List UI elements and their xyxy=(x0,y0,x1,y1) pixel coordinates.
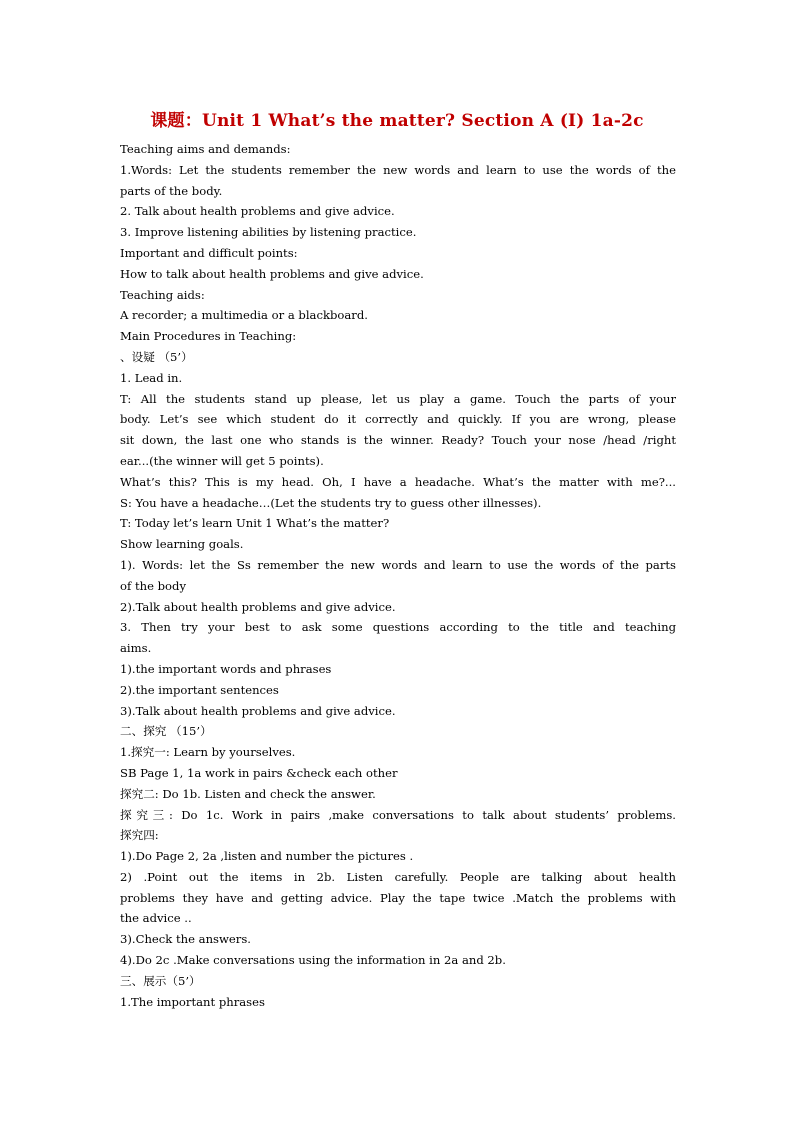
text-line: the advice .. xyxy=(120,911,192,926)
lesson-title: 课题：Unit 1 What’s the matter? Section A (Ⅰ) 1a-2c xyxy=(150,111,644,131)
text-line: How to talk about health problems and give advice. xyxy=(120,266,424,281)
text-line: 探究四: xyxy=(120,828,159,843)
text-line: body. Let’s see which student do it correctly and quickly. If you are wrong, please xyxy=(120,412,676,427)
text-line: 、设疑 （5’） xyxy=(120,349,193,364)
text-line: T: Today let’s learn Unit 1 What’s the matter? xyxy=(120,516,390,531)
text-line: aims. xyxy=(120,641,152,656)
text-line: T: All the students stand up please, let us play a game. Touch the parts of your xyxy=(120,391,676,406)
text-line: A recorder; a multimedia or a blackboard. xyxy=(120,308,368,323)
text-line: SB Page 1, 1a work in pairs &check each other xyxy=(120,765,398,780)
text-line: 2. Talk about health problems and give advice. xyxy=(120,204,395,219)
text-line: sit down, the last one who stands is the winner. Ready? Touch your nose /head /right xyxy=(120,433,676,448)
text-line: 3).Check the answers. xyxy=(120,932,251,947)
text-line: 1.探究一: Learn by yourselves. xyxy=(120,745,296,760)
text-line: 1.Words: Let the students remember the new words and learn to use the words of the xyxy=(120,162,676,177)
text-line: 4).Do 2c .Make conversations using the information in 2a and 2b. xyxy=(120,953,506,968)
text-line: Teaching aims and demands: xyxy=(120,142,291,156)
text-line: Important and difficult points: xyxy=(120,245,298,260)
text-line: 1).Do Page 2, 2a ,listen and number the pictures . xyxy=(120,849,414,864)
text-line: S: You have a headache…(Let the students try to guess other illnesses). xyxy=(120,495,542,510)
text-line: 1).the important words and phrases xyxy=(120,661,332,676)
text-line: parts of the body. xyxy=(120,183,223,198)
text-line: What’s this? This is my head. Oh, I have a headache. What’s the matter with me?... xyxy=(120,474,676,489)
text-line: 3).Talk about health problems and give advice. xyxy=(120,703,396,718)
text-line: 探究三: Do 1c. Work in pairs ,make conversations to talk about students’ problems. xyxy=(120,807,676,822)
text-line: 二、探究 （15’） xyxy=(120,724,212,739)
text-line: ear...(the winner will get 5 points). xyxy=(120,453,324,468)
lesson-body xyxy=(120,139,676,1012)
text-line: 三、展示（5’） xyxy=(120,973,201,988)
text-line: 1. Lead in. xyxy=(120,370,183,385)
text-line: 2).Talk about health problems and give advice. xyxy=(120,599,396,614)
text-line: problems they have and getting advice. Play the tape twice .Match the problems with xyxy=(120,890,676,905)
text-line: Teaching aids: xyxy=(120,287,205,302)
text-line: 2).the important sentences xyxy=(120,682,279,697)
text-line: Main Procedures in Teaching: xyxy=(120,329,297,344)
text-line: 3. Then try your best to ask some questions according to the title and teaching xyxy=(120,620,676,635)
text-line: Show learning goals. xyxy=(120,537,244,552)
text-line: of the body xyxy=(120,578,187,593)
text-line: 1.The important phrases xyxy=(120,994,265,1009)
text-line: 2) .Point out the items in 2b. Listen carefully. People are talking about health xyxy=(120,869,676,884)
text-line: 1). Words: let the Ss remember the new words and learn to use the words of the parts xyxy=(120,557,676,572)
text-line: 3. Improve listening abilities by listening practice. xyxy=(120,225,417,240)
text-line: 探究二: Do 1b. Listen and check the answer. xyxy=(120,786,376,801)
